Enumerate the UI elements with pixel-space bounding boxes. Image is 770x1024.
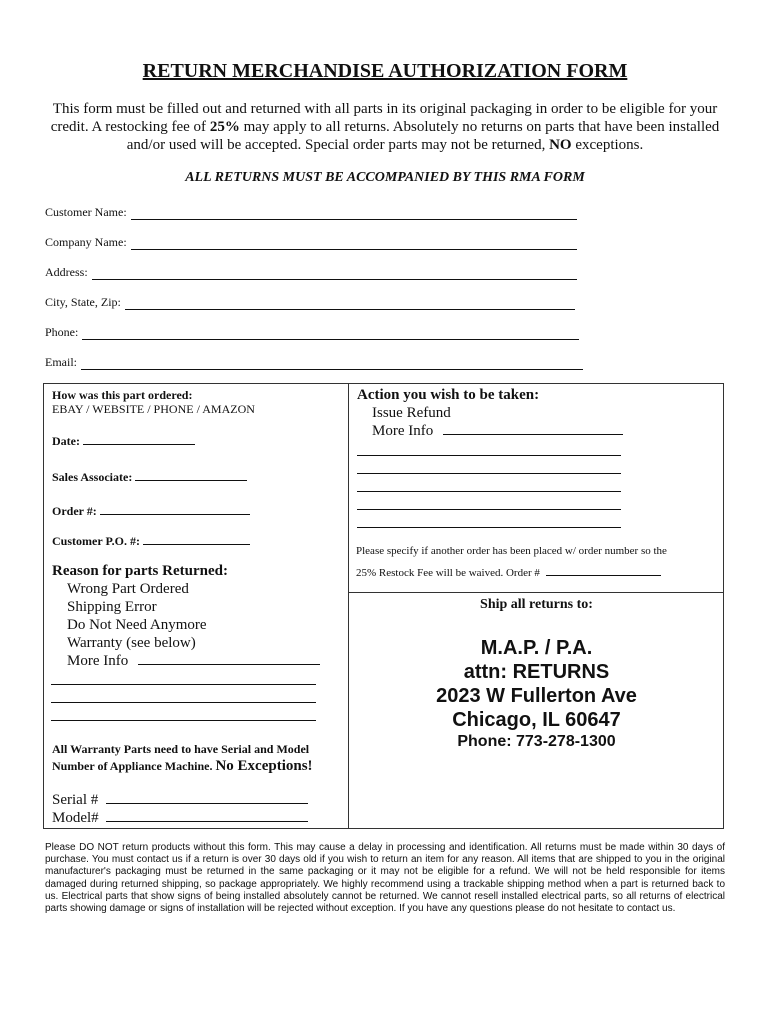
- company-name-label: Company Name:: [45, 235, 127, 249]
- email-field: [45, 355, 583, 370]
- company-name-field: [45, 235, 577, 250]
- intro-paragraph: [40, 100, 730, 154]
- model-field: [52, 810, 308, 827]
- ship-city: Chicago, IL 60647: [452, 709, 621, 731]
- serial-label: Serial #: [52, 792, 99, 808]
- ship-attn: attn: RETURNS: [463, 661, 610, 683]
- ship-name: M.A.P. / P.A.: [480, 637, 593, 659]
- specify-note-line-2: [356, 564, 661, 579]
- city-state-zip-label: City, State, Zip:: [45, 295, 121, 309]
- customer-po-input[interactable]: [143, 533, 250, 545]
- company-name-input[interactable]: [131, 237, 577, 250]
- fine-print: Please DO NOT return products without this form. This may cause a delay in processing and identification. All returns must be made within 30 days of purchase. You must contact us if a return is over 30 days old if you wish to return an item for any reason. All items that are shipped to you in the original manufacturer's packaging must be returned in the same packaging or it may not be eligible for a refund. We will not be held responsible for items damaged during returned shipping, so package appropriately. We highly recommend using a trackable shipping method when a part is returned back to us. Electrical parts that show signs of being installed absolutely cannot be returned. We cannot resell installed electrical parts, so all returns of electrical parts showing damage or signs of installation will be rejected without exception. If you have any questions please do not hesitate to contact us.: [45, 842, 725, 915]
- sales-associate-label: Sales Associate:: [52, 470, 133, 484]
- specify-note-line-1: Please specify if another order has been placed w/ order number so the: [356, 545, 667, 557]
- customer-po-label: Customer P.O. #:: [52, 534, 140, 548]
- phone-field: [45, 325, 579, 340]
- action-line-5[interactable]: [357, 527, 621, 528]
- ship-heading: Ship all returns to:: [480, 597, 593, 612]
- action-issue-refund[interactable]: Issue Refund: [372, 405, 451, 421]
- address-label: Address:: [45, 265, 88, 279]
- phone-label: Phone:: [45, 325, 79, 339]
- action-line-3[interactable]: [357, 491, 621, 492]
- customer-name-field: [45, 205, 577, 220]
- other-order-input[interactable]: [546, 564, 661, 576]
- box-horizontal-divider: [348, 592, 724, 593]
- date-label: Date:: [52, 434, 80, 448]
- warranty-note-text: All Warranty Parts need to have Serial and Model Number of Appliance Machine.: [52, 742, 310, 773]
- no-emphasis: NO: [549, 137, 572, 153]
- ship-street: 2023 W Fullerton Ave: [436, 685, 637, 707]
- reason-not-needed[interactable]: Do Not Need Anymore: [67, 617, 207, 633]
- address-input[interactable]: [92, 267, 577, 280]
- ship-phone: Phone: 773-278-1300: [457, 733, 616, 750]
- customer-po-field: [52, 533, 250, 549]
- order-number-field: [52, 503, 250, 519]
- intro-text-3: exceptions.: [571, 137, 644, 153]
- reason-more-info-label: More Info: [67, 653, 129, 669]
- no-exceptions: No Exceptions!: [215, 758, 313, 774]
- city-state-zip-input[interactable]: [125, 297, 575, 310]
- serial-field: [52, 792, 308, 809]
- action-more-info-input[interactable]: [443, 423, 623, 435]
- email-label: Email:: [45, 355, 77, 369]
- customer-name-label: Customer Name:: [45, 205, 127, 219]
- phone-input[interactable]: [82, 327, 579, 340]
- action-line-1[interactable]: [357, 455, 621, 456]
- address-field: [45, 265, 577, 280]
- all-returns-notice: ALL RETURNS MUST BE ACCOMPANIED BY THIS RMA FORM: [185, 170, 585, 185]
- how-ordered-label: How was this part ordered:: [52, 388, 193, 402]
- warranty-note: [52, 741, 342, 775]
- order-number-input[interactable]: [100, 503, 250, 515]
- action-line-4[interactable]: [357, 509, 621, 510]
- date-field: [52, 433, 195, 449]
- intro-text-2: may apply to all returns. Absolutely no returns on parts that have been installed and/or used will be accepted. Special order parts may not be returned,: [126, 119, 720, 153]
- action-more-info-label: More Info: [372, 423, 434, 439]
- specify-note-text: 25% Restock Fee will be waived. Order #: [356, 567, 540, 579]
- reason-more-info-input[interactable]: [138, 653, 320, 665]
- model-label: Model#: [52, 810, 99, 826]
- page-title: RETURN MERCHANDISE AUTHORIZATION FORM: [142, 60, 628, 82]
- reason-line-1[interactable]: [51, 684, 316, 685]
- action-line-2[interactable]: [357, 473, 621, 474]
- intro-text-1: This form must be filled out and returned with all parts in its original packaging in order to be eligible for your credit. A restocking fee of: [50, 101, 718, 135]
- reason-line-2[interactable]: [51, 702, 316, 703]
- how-ordered-options[interactable]: EBAY / WEBSITE / PHONE / AMAZON: [52, 402, 255, 416]
- model-input[interactable]: [106, 810, 308, 822]
- customer-name-input[interactable]: [131, 207, 577, 220]
- reason-more-info[interactable]: [67, 653, 320, 670]
- sales-associate-input[interactable]: [135, 469, 247, 481]
- reason-heading: Reason for parts Returned:: [52, 563, 228, 579]
- email-input[interactable]: [81, 357, 583, 370]
- restock-fee: 25%: [209, 119, 240, 135]
- serial-input[interactable]: [106, 792, 308, 804]
- city-state-zip-field: [45, 295, 575, 310]
- action-more-info[interactable]: [372, 423, 623, 440]
- date-input[interactable]: [83, 433, 195, 445]
- sales-associate-field: [52, 469, 247, 485]
- action-heading: Action you wish to be taken:: [357, 387, 540, 403]
- reason-warranty[interactable]: Warranty (see below): [67, 635, 196, 651]
- reason-shipping-error[interactable]: Shipping Error: [67, 599, 157, 615]
- reason-line-3[interactable]: [51, 720, 316, 721]
- order-number-label: Order #:: [52, 504, 97, 518]
- reason-wrong-part[interactable]: Wrong Part Ordered: [67, 581, 189, 597]
